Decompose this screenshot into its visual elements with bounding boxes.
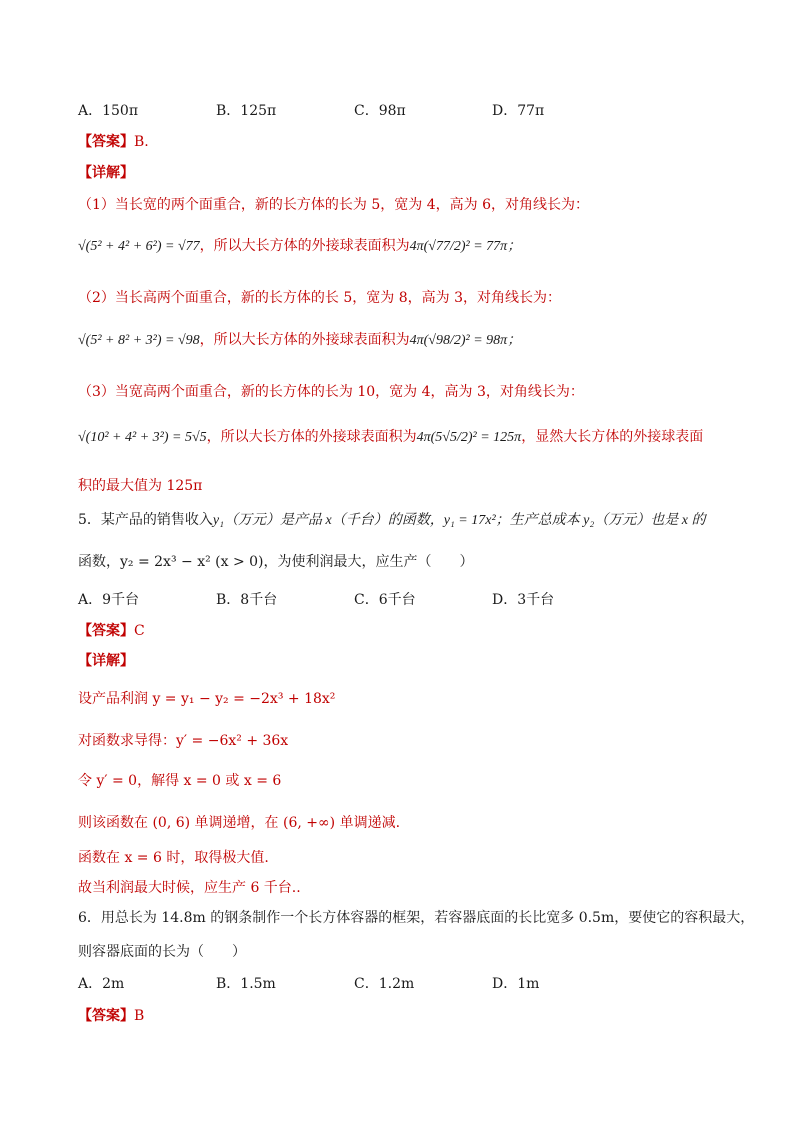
q5-step-1: 设产品利润 y = y₁ − y₂ = −2x³ + 18x² — [78, 691, 336, 707]
q5-option-c: C．6千台 — [354, 592, 416, 608]
q5-option-d: D．3千台 — [492, 592, 555, 608]
q6-option-a: A．2m — [78, 976, 125, 992]
q4-case2-formula: √(5² + 8² + 3²) = √98，所以大长方体的外接球表面积为4π(√98/2)² = 98π； — [78, 332, 522, 348]
q6-options — [78, 974, 718, 994]
q4-options — [78, 101, 718, 121]
q6-stem-line1: 6．用总长为 14.8m 的钢条制作一个长方体容器的框架，若容器底面的长比宽多 0.5m，要使它的容积最大， — [78, 910, 755, 926]
q4-option-d: D．77π — [492, 103, 545, 119]
q5-detail-heading: 【详解】 — [78, 653, 134, 669]
q5-answer: 【答案】C — [78, 623, 145, 639]
q6-stem-line2: 则容器底面的长为（ ） — [78, 944, 246, 960]
q4-case1-formula: √(5² + 4² + 6²) = √77，所以大长方体的外接球表面积为4π(√77/2)² = 77π； — [78, 238, 522, 254]
q4-case3-text: （3）当宽高两个面重合，新的长方体的长为 10，宽为 4，高为 3，对角线长为： — [78, 384, 584, 400]
q6-option-d: D．1m — [492, 976, 540, 992]
q5-option-b: B．8千台 — [216, 592, 278, 608]
q6-option-c: C．1.2m — [354, 976, 415, 992]
q5-options — [78, 590, 718, 610]
q5-option-a: A．9千台 — [78, 592, 140, 608]
q6-option-b: B．1.5m — [216, 976, 276, 992]
q4-option-b: B．125π — [216, 103, 277, 119]
q5-step-3: 令 y′ = 0，解得 x = 0 或 x = 6 — [78, 773, 282, 789]
q5-step-4: 则该函数在 (0, 6) 单调递增，在 (6, +∞) 单调递减. — [78, 815, 401, 831]
q4-detail-heading: 【详解】 — [78, 165, 134, 181]
q4-case3-formula: √(10² + 4² + 3²) = 5√5，所以大长方体的外接球表面积为4π(5√5/2)² = 125π，显然大长方体的外接球表面 — [78, 429, 704, 445]
q4-case2-text: （2）当长高两个面重合，新的长方体的长 5，宽为 8，高为 3，对角线长为： — [78, 290, 561, 306]
q4-option-a: A．150π — [78, 103, 139, 119]
q5-step-6: 故当利润最大时候，应生产 6 千台.. — [78, 880, 301, 896]
q5-stem-line1: 5．某产品的销售收入y₁（万元）是产品 x（千台）的函数，y₁ = 17x²；生产总成本 y₂（万元）也是 x 的 — [78, 512, 706, 528]
q6-answer: 【答案】B — [78, 1008, 145, 1024]
q4-conclusion: 积的最大值为 125π — [78, 478, 203, 494]
q4-case1-text: （1）当长宽的两个面重合，新的长方体的长为 5，宽为 4，高为 6，对角线长为： — [78, 197, 589, 213]
q5-step-2: 对函数求导得：y′ = −6x² + 36x — [78, 733, 289, 749]
q4-option-c: C．98π — [354, 103, 406, 119]
q5-stem-line2: 函数，y₂ = 2x³ − x² (x > 0)，为使利润最大，应生产（ ） — [78, 554, 474, 570]
q4-answer: 【答案】B. — [78, 134, 149, 150]
q5-step-5: 函数在 x = 6 时，取得极大值. — [78, 850, 269, 866]
